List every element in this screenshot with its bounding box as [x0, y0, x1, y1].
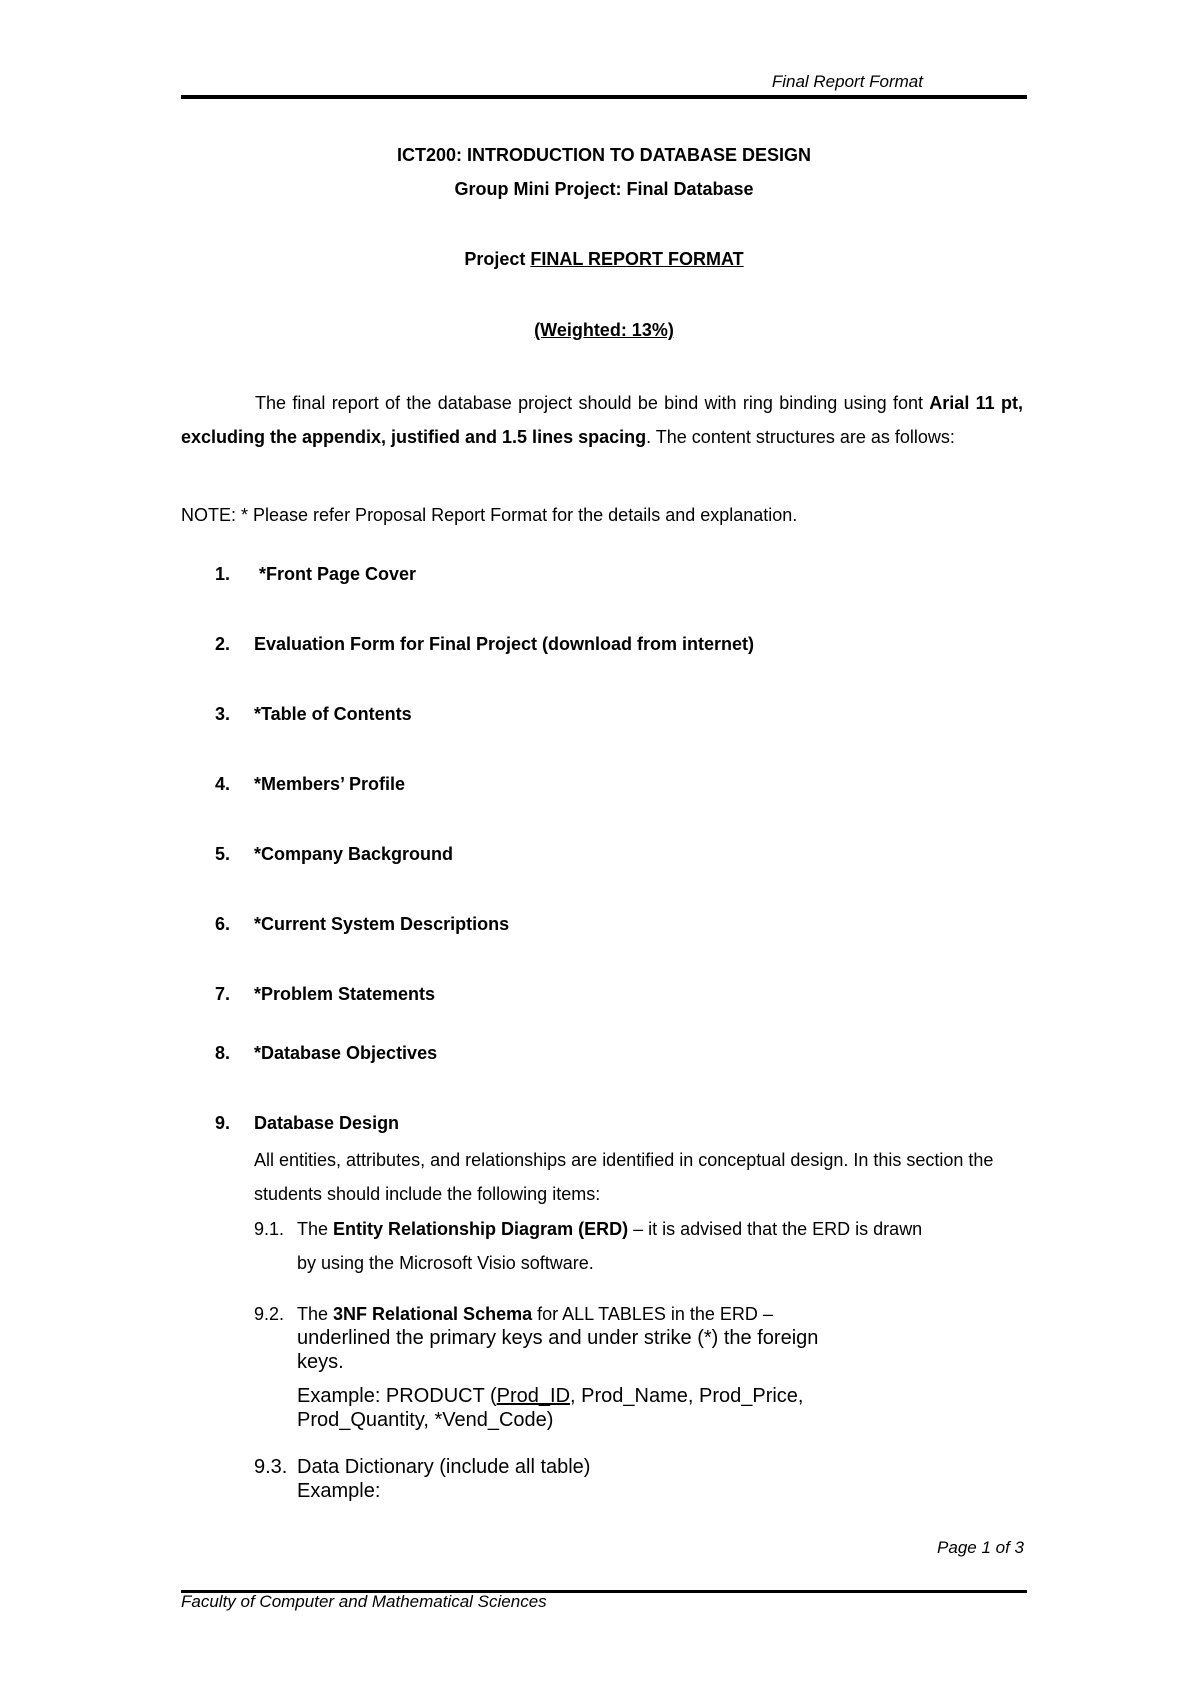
list-item	[215, 704, 412, 725]
intro-paragraph	[181, 386, 1023, 454]
intro-part1: The final report of the database project should be bind with ring binding using font	[255, 393, 930, 413]
list-item	[215, 1113, 399, 1134]
item-number: 6.	[215, 914, 231, 934]
item-label: *Table of Contents	[254, 704, 412, 724]
item-number: 1.	[215, 564, 231, 584]
schema-example: Example: PRODUCT (Prod_ID, Prod_Name, Prod_Price,	[297, 1385, 804, 1407]
project-title: Group Mini Project: Final Database	[454, 179, 754, 199]
course-title: ICT200: INTRODUCTION TO DATABASE DESIGN	[396, 145, 812, 165]
subitem-number: 9.3.	[254, 1456, 288, 1478]
subitem-data-dictionary: 9.3. Data Dictionary (include all table) Example:	[254, 1456, 591, 1502]
item-label: *Company Background	[254, 844, 454, 864]
item-label: *Members’ Profile	[254, 774, 406, 794]
list-item	[215, 984, 435, 1005]
format-prefix: Project	[464, 249, 531, 269]
item-number: 3.	[215, 704, 231, 724]
subitem-erd: 9.1. The Entity Relationship Diagram (ERD) – it is advised that the ERD is drawn by using the Microsoft Visio software.	[254, 1212, 1014, 1246]
schema-label: 3NF Relational Schema	[333, 1304, 533, 1324]
list-item	[215, 564, 416, 585]
item-number: 8.	[215, 1043, 231, 1063]
list-item	[215, 1043, 437, 1064]
item-number: 2.	[215, 634, 231, 654]
list-item	[215, 914, 509, 935]
intro-part2: . The content structures are as follows:	[646, 427, 955, 447]
page-number: Page 1 of 3	[937, 1538, 1024, 1557]
subitem-number: 9.1.	[254, 1219, 285, 1239]
note-text: NOTE: * Please refer Proposal Report Format for the details and explanation.	[181, 505, 798, 525]
item-number: 7.	[215, 984, 231, 1004]
header-rule	[181, 95, 1027, 99]
item-label: Database Design	[254, 1113, 400, 1133]
list-item	[215, 844, 453, 865]
item-number: 9.	[215, 1113, 231, 1133]
item-label: *Problem Statements	[254, 984, 436, 1004]
subitem-relational-schema: 9.2. The 3NF Relational Schema for ALL TABLES in the ERD – underlined the primary keys and under strike (*) the foreign keys. Example: PRODUCT (Prod_ID, Prod_Name, Prod_Price, Prod_Quantity, *Vend_Code)	[254, 1302, 1014, 1326]
primary-key: Prod_ID	[496, 1385, 571, 1407]
running-header: Final Report Format	[771, 72, 923, 91]
item-label: *Current System Descriptions	[254, 914, 510, 934]
item-label: *Database Objectives	[254, 1043, 438, 1063]
weighted-label: (Weighted: 13%)	[534, 320, 674, 340]
item-label: *Front Page Cover	[254, 564, 417, 584]
list-item	[215, 774, 405, 795]
intro-bold: Arial 11 pt, excluding the appendix, justified and 1.5 lines spacing	[181, 393, 1023, 447]
footer-text: Faculty of Computer and Mathematical Sciences	[181, 1592, 547, 1611]
subitem-number: 9.2.	[254, 1304, 285, 1324]
item-label: Evaluation Form for Final Project (download from internet)	[254, 634, 755, 654]
design-description: All entities, attributes, and relationships are identified in conceptual design. In this section the students should include the following items:	[254, 1150, 994, 1204]
format-title: FINAL REPORT FORMAT	[530, 249, 744, 269]
item-number: 5.	[215, 844, 231, 864]
erd-label: Entity Relationship Diagram (ERD)	[333, 1219, 629, 1239]
item-number: 4.	[215, 774, 231, 794]
format-heading	[181, 249, 1027, 270]
list-item	[215, 634, 754, 655]
